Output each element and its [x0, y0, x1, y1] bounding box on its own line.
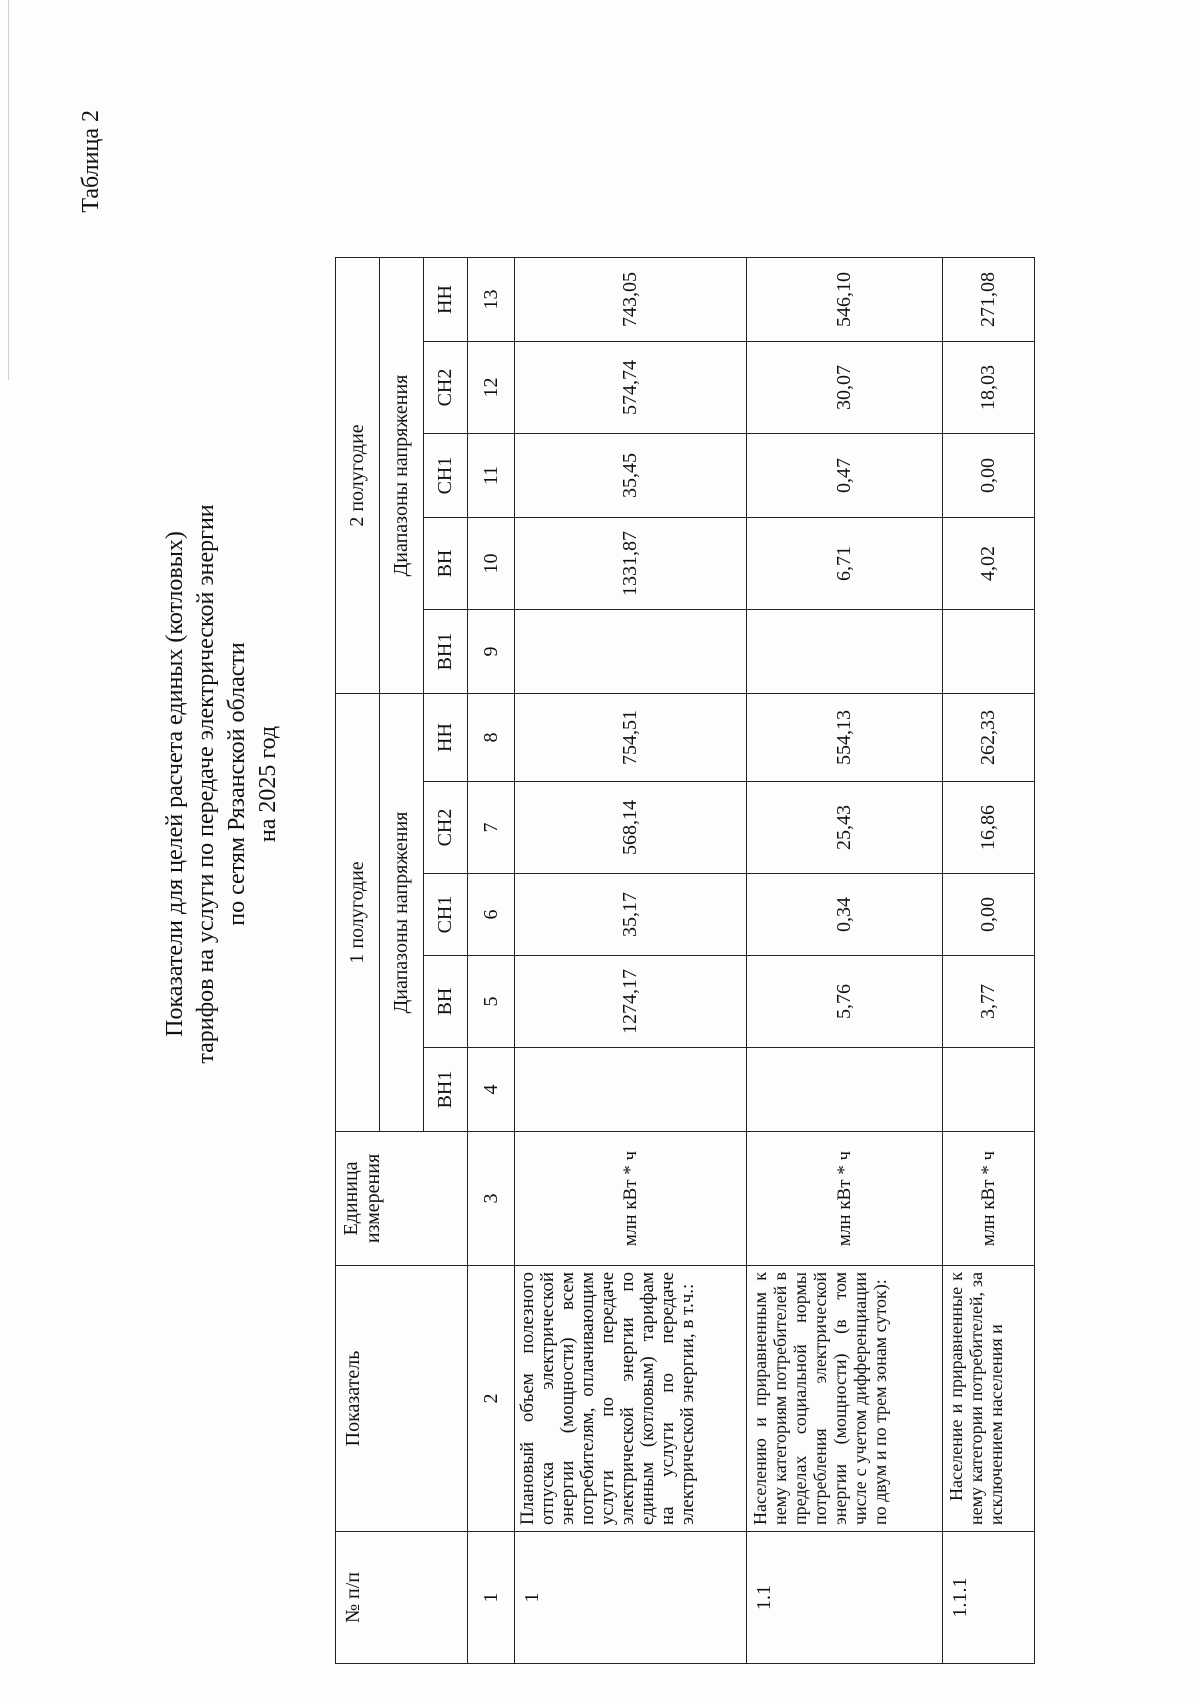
header-level: ВН: [424, 956, 468, 1048]
value-cell: 262,33: [943, 694, 1035, 782]
row-unit: млн кВт * ч: [515, 1132, 747, 1266]
row-unit: млн кВт * ч: [747, 1132, 943, 1266]
value-cell: 0,00: [943, 434, 1035, 518]
table-row: [943, 258, 1035, 1664]
value-cell: 25,43: [747, 782, 943, 874]
row-num: 1.1: [747, 1532, 943, 1664]
col-number: 6: [468, 874, 515, 956]
header-level: СН2: [424, 342, 468, 434]
value-cell: [747, 1048, 943, 1132]
title-line: тарифов на услуги по передаче электрической энергии: [193, 504, 219, 1064]
col-number: 8: [468, 694, 515, 782]
row-num: 1: [515, 1532, 747, 1664]
header-half-2: 2 полугодие: [336, 258, 380, 694]
value-cell: 0,00: [943, 874, 1035, 956]
header-level: НН: [424, 258, 468, 342]
value-cell: 5,76: [747, 956, 943, 1048]
row-desc: Плановый объем полезного отпуска электрической энергии (мощности) всем потребителям, оплачивающим услуги по передаче электрической энергии по единым (котловым) тарифам на услуги по передаче электрической энергии, в т.ч.:: [515, 1266, 747, 1532]
row-unit: млн кВт * ч: [943, 1132, 1035, 1266]
value-cell: [515, 1048, 747, 1132]
header-level: СН1: [424, 434, 468, 518]
value-cell: 0,34: [747, 874, 943, 956]
value-cell: 546,10: [747, 258, 943, 342]
value-cell: 3,77: [943, 956, 1035, 1048]
col-number: 2: [468, 1266, 515, 1532]
table-row: [515, 258, 747, 1664]
table-label: Таблица 2: [78, 110, 104, 213]
col-number: 11: [468, 434, 515, 518]
value-cell: [515, 610, 747, 694]
title-line: на 2025 год: [255, 725, 281, 843]
value-cell: 18,03: [943, 342, 1035, 434]
value-cell: 743,05: [515, 258, 747, 342]
value-cell: 568,14: [515, 782, 747, 874]
header-level: СН2: [424, 782, 468, 874]
header-ranges-1: Диапазоны напряжения: [380, 694, 424, 1132]
table-row: [747, 258, 943, 1664]
col-number: 1: [468, 1532, 515, 1664]
col-number: 7: [468, 782, 515, 874]
row-num: 1.1.1: [943, 1532, 1035, 1664]
tariff-table: [335, 257, 1035, 1664]
value-cell: 1331,87: [515, 518, 747, 610]
header-level: ВН1: [424, 1048, 468, 1132]
header-indicator: Показатель: [336, 1266, 468, 1532]
col-number: 3: [468, 1132, 515, 1266]
col-number: 10: [468, 518, 515, 610]
header-ranges-2: Диапазоны напряжения: [380, 258, 424, 694]
header-unit: Единица измерения: [336, 1132, 468, 1266]
header-num: № п/п: [336, 1532, 468, 1664]
value-cell: 0,47: [747, 434, 943, 518]
value-cell: 35,17: [515, 874, 747, 956]
value-cell: 35,45: [515, 434, 747, 518]
title-line: по сетям Рязанской области: [224, 642, 250, 926]
value-cell: 16,86: [943, 782, 1035, 874]
row-desc: Населению и приравненным к нему категориям потребителей в пределах социальной нормы потребления электрической энергии (мощности) (в том числе с учетом дифференциации по двум и по трем зонам суток):: [747, 1266, 943, 1532]
value-cell: [943, 1048, 1035, 1132]
header-level: НН: [424, 694, 468, 782]
col-number: 9: [468, 610, 515, 694]
value-cell: 574,74: [515, 342, 747, 434]
value-cell: 1274,17: [515, 956, 747, 1048]
header-level: СН1: [424, 874, 468, 956]
value-cell: 271,08: [943, 258, 1035, 342]
value-cell: 4,02: [943, 518, 1035, 610]
col-number: 13: [468, 258, 515, 342]
col-number: 12: [468, 342, 515, 434]
header-level: ВН1: [424, 610, 468, 694]
value-cell: [747, 610, 943, 694]
value-cell: [943, 610, 1035, 694]
row-desc: Население и приравненные к нему категории потребителей, за исключением населения и: [943, 1266, 1035, 1532]
document-title: [160, 334, 284, 1234]
col-number: 4: [468, 1048, 515, 1132]
value-cell: 6,71: [747, 518, 943, 610]
column-number-row: [468, 258, 515, 1664]
header-half-1: 1 полугодие: [336, 694, 380, 1132]
value-cell: 30,07: [747, 342, 943, 434]
col-number: 5: [468, 956, 515, 1048]
header-level: ВН: [424, 518, 468, 610]
value-cell: 554,13: [747, 694, 943, 782]
title-line: Показатели для целей расчета единых (котловых): [162, 531, 188, 1037]
value-cell: 754,51: [515, 694, 747, 782]
